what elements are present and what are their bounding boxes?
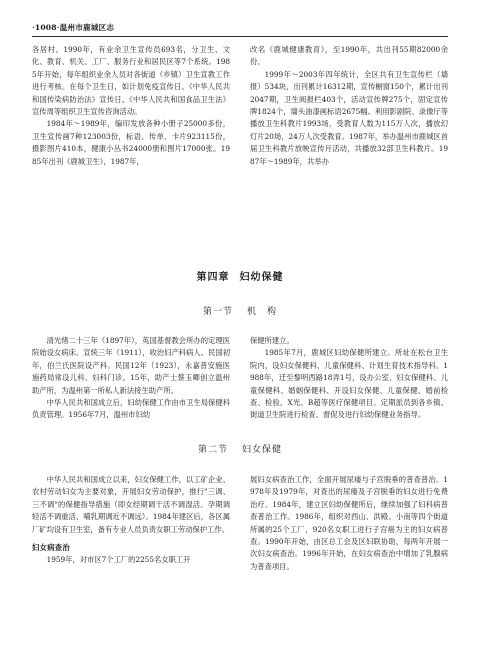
top-left-column — [32, 44, 230, 168]
section-heading — [0, 304, 480, 317]
section-heading — [0, 442, 480, 455]
paragraph: 各居村。1990年，有业余卫生宣传员693名，分卫生、文化、教育、机关、工厂、服务行业和居民区等7个系统。1985年开始，每年组织业余人员对各街道（乡镇）卫生宣教工作进行考核。在每个卫生日，如计划免疫宣传日、《中华人民共和国传染病防治法》宣传日、《中华人民共和国食品卫生法》宣传周等组织卫生宣传咨询活动。 — [32, 45, 230, 117]
subheading: 妇女病查治 — [32, 543, 70, 553]
paragraph: 1985年7月，鹿城区妇幼保健所建立。所址在松台卫生院内，设妇女保健科、儿童保健科、计划生育技术指导科。1988年，迁至黎明西路18弄1号，设办公室、妇女保健科、儿童保健科、婚姻保健科、开设妇女保健、儿童保健、婚前检查、检验、X光、B超等医疗保健项目。定期派员到各乡镇、街道卫生院进行检查、督促及进行妇幼保健业务指导。 — [250, 348, 448, 420]
top-right-column — [250, 44, 448, 168]
top-columns — [32, 44, 448, 168]
section2-right-column — [250, 474, 448, 573]
paragraph: 保健所建立。 — [250, 336, 294, 345]
paragraph: 1959年，对市区7个工厂的2255名女职工开 — [46, 555, 191, 565]
section2-columns — [32, 474, 448, 573]
section1-columns — [32, 335, 448, 422]
paragraph: 清光绪二十三年（1897年），英国基督教会所办的定理医院始设女病床。宣统三年（1911），收治妇产科病人。民国初年，伯兰氏医院设产科。民国12年（1923），永嘉普安施医施药局常设儿科、妇科门诊。15年，助产士蔡玉卿创立温州助产所，为温州第一所私人新法接生助产所。 — [32, 336, 230, 395]
header-rule — [32, 36, 448, 37]
section1-left-column — [32, 335, 230, 422]
section-name: 机 构 — [247, 307, 278, 317]
chapter-number: 第四章 — [196, 272, 230, 283]
chapter-heading — [0, 268, 480, 283]
paragraph: 改名《鹿城健康教育》，至1990年，共出刊55期82000余份。 — [250, 45, 448, 67]
paragraph: 中华人民共和国成立后，妇幼保健工作由市卫生局保健科负责管理。1956年7月，温州市妇幼 — [32, 398, 230, 420]
paragraph: 中华人民共和国成立以来，妇女保健工作，以工矿企业、农村劳动妇女为主要对象，开展妇女劳动保护，推行"三调、三不调"的保健指导措施（即女经期调干活不调湿活、孕期调轻活不调重活、哺乳期调近不调远）。1984年建区后，各区属厂矿均设有卫生室，备有专业人员负责女职工劳动保护工作。 — [32, 475, 230, 534]
section1-right-column — [250, 335, 448, 422]
paragraph: 1999年～2003年四年统计，全区共有卫生宣传栏（墙报）534块，出刊累计16312期，宣传橱窗150个，累计出刊2047期，卫生阅报栏403个，活动宣传牌275个，固定宣传牌1824个，墙头油漆画标语2675幅。利用影剧院、录像厅等播放卫生科教片1993场，受教育人数为115万人次，播放幻灯片20场，24万人次受教育。1987年，举办温州市鹿城区首届卫生科教片放映宣传月活动，共播放32部卫生科教片。1987年～1989年，共举办 — [250, 69, 448, 166]
section-name: 妇女保健 — [242, 445, 283, 455]
paragraph: 1984年～1989年，编印发放各种小册子25000多份，卫生宣传画7种123003份，标语、传单、卡片923115份，摄影图片410本，健康小丛书24000册和图片17000张。1985年出刊《鹿城卫生》，1987年， — [32, 119, 230, 166]
paragraph: 展妇女病查治工作，全面开展尿瘘与子宫脱垂的普查普治。1978年及1979年，对查出的尿瘘及子宫脱垂的妇女进行免费治疗。1984年，建立区妇幼保健所后，继续加强了妇科病普查普治工作。1986年，组织对西山、洪殿、小南等四个街道所属的25个工厂，920名女职工进行子宫癌为主的妇女病普查。1990年开始，由区总工会及区妇联协助，每两年开展一次妇女病查治。1996年开始，在妇女病查治中增加了乳腺病为普查项目。 — [250, 475, 448, 571]
chapter-name: 妇幼保健 — [239, 272, 284, 283]
section2-left-column — [32, 474, 230, 573]
running-header: ·1008·温州市鹿城区志 — [32, 23, 115, 32]
section-number: 第一节 — [202, 307, 233, 317]
section-number: 第二节 — [197, 445, 228, 455]
